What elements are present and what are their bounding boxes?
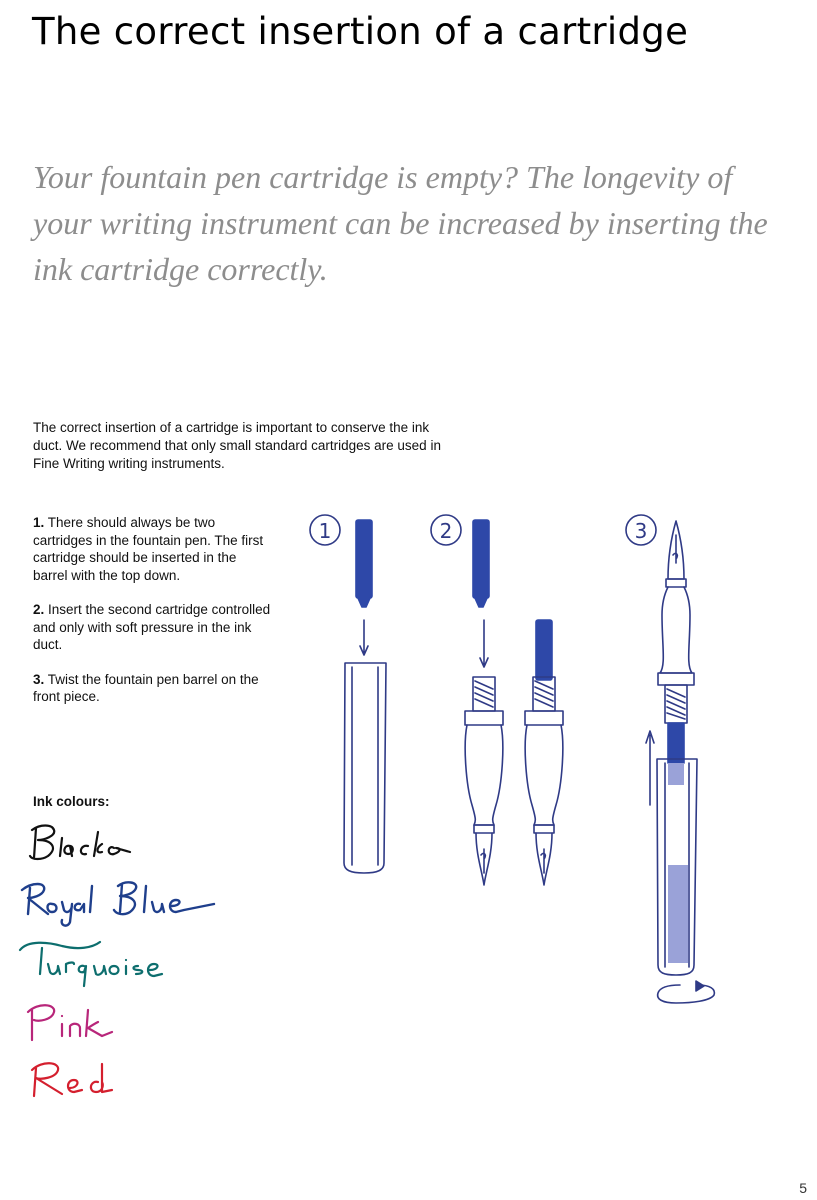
front-piece-icon [525,677,563,885]
step-number: 1. [33,515,45,530]
arrow-down-icon [480,620,488,667]
cartridge-icon [668,723,684,763]
step-text: Twist the fountain pen barrel on the front piece. [33,671,259,704]
arrow-down-icon [360,620,368,655]
step-2-illustration [431,515,563,885]
grip-section-icon [660,587,692,673]
step-1-badge-label: 1 [318,519,332,543]
step-1-illustration [310,515,386,873]
step-number: 2. [33,602,45,617]
page-number: 5 [799,1180,807,1196]
lead-paragraph: Your fountain pen cartridge is empty? The longevity of your writing instrument can be increased by inserting the ink cartridge correctly. [33,159,768,287]
instruction-steps [33,514,273,723]
step-number: 3. [33,671,45,687]
cartridge-insertion-illustration [300,505,740,1015]
cartridge-icon [473,520,489,598]
cartridge-icon [356,520,372,598]
rotate-arrow-icon [658,985,715,1003]
step-3 [33,671,273,706]
front-piece-icon [465,677,503,885]
step-1 [33,514,273,584]
step-3-illustration [626,515,714,1003]
step-3-badge-label: 3 [634,519,648,543]
pen-barrel-icon [344,663,386,873]
cartridge-icon [536,620,552,680]
arrow-up-icon [646,731,654,805]
ink-colours-heading: Ink colours: [33,794,110,809]
intro-paragraph: The correct insertion of a cartridge is important to conserve the ink duct. We recommend that only small standard cartridges are used in Fine Writing writing instruments. [33,420,441,471]
step-2 [33,601,273,654]
step-text: There should always be two cartridges in the fountain pen. The first cartridge should be inserted in the barrel with the top down. [33,515,264,583]
step-2-badge-label: 2 [439,519,453,543]
ink-colour-swatches [18,818,278,1108]
page-title: The correct insertion of a cartridge [32,10,689,53]
step-text: Insert the second cartridge controlled and only with soft pressure in the ink duct. [33,602,271,652]
